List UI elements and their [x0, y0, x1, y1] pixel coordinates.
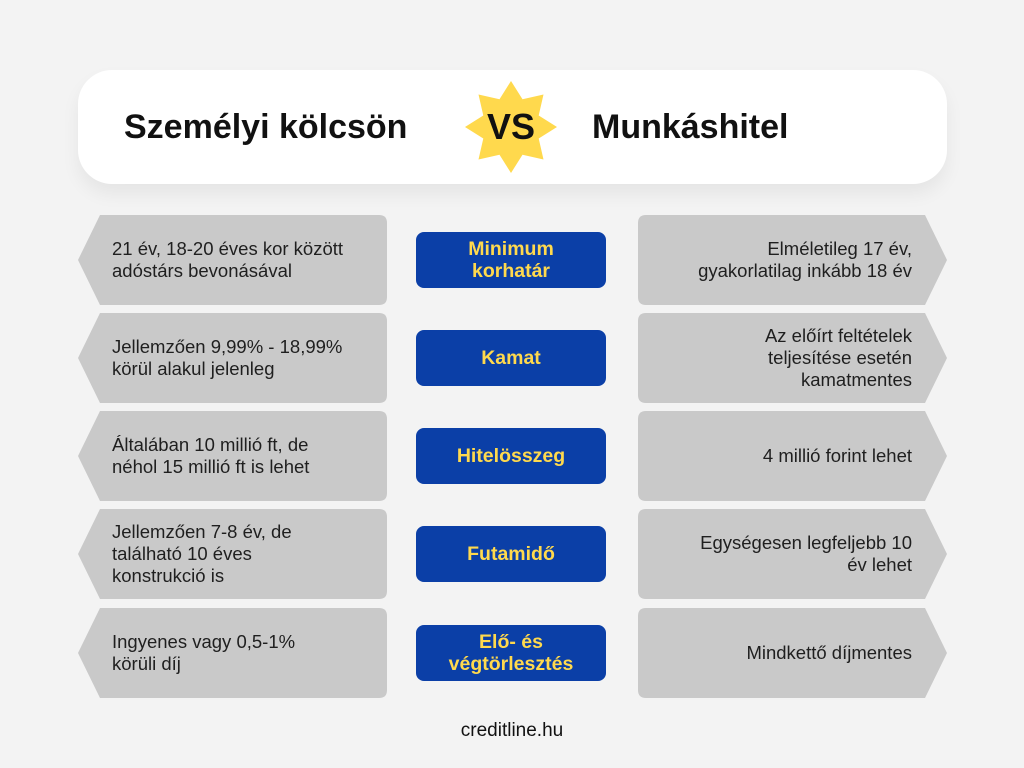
- vs-label: VS: [486, 106, 536, 147]
- left-arrow-card: [78, 608, 387, 698]
- right-title: Munkáshitel: [592, 108, 789, 146]
- comparison-row: [0, 411, 1024, 501]
- row-label-pill: [416, 330, 606, 386]
- left-card-text: Jellemzően 7-8 év, de található 10 éves konstrukció is: [112, 521, 292, 586]
- comparison-row: [0, 608, 1024, 698]
- row-label-pill: [416, 526, 606, 582]
- row-label-text: Kamat: [481, 346, 541, 369]
- row-label-text: Elő- és végtörlesztés: [448, 630, 574, 675]
- row-label-text: Futamidő: [467, 542, 555, 565]
- comparison-header: [78, 70, 947, 184]
- right-arrow-card: [638, 215, 947, 305]
- right-card-text: Egységesen legfeljebb 10 év lehet: [700, 532, 912, 575]
- right-card-text: 4 millió forint lehet: [762, 445, 912, 467]
- row-label-text: Minimum korhatár: [468, 237, 554, 282]
- row-label-pill: [416, 232, 606, 288]
- row-label-pill: [416, 428, 606, 484]
- footer-site: creditline.hu: [460, 720, 564, 741]
- left-card-text: Jellemzően 9,99% - 18,99% körül alakul jelenleg: [112, 336, 343, 379]
- left-arrow-card: [78, 411, 387, 501]
- right-card-text: Elméletileg 17 év, gyakorlatilag inkább 18 év: [698, 238, 912, 281]
- left-arrow-card: [78, 509, 387, 599]
- left-arrow-card: [78, 313, 387, 403]
- left-card-text: Ingyenes vagy 0,5-1% körüli díj: [112, 631, 296, 674]
- right-arrow-card: [638, 509, 947, 599]
- right-arrow-card: [638, 411, 947, 501]
- vs-badge: [464, 80, 558, 174]
- left-arrow-card: [78, 215, 387, 305]
- comparison-row: [0, 215, 1024, 305]
- comparison-row: [0, 509, 1024, 599]
- right-card-text: Mindkettő díjmentes: [746, 642, 912, 664]
- right-arrow-card: [638, 608, 947, 698]
- left-title: Személyi kölcsön: [124, 108, 408, 146]
- row-label-pill: [416, 625, 606, 681]
- right-card-text: Az előírt feltételek teljesítése esetén kamatmentes: [764, 325, 912, 390]
- row-label-text: Hitelösszeg: [456, 444, 566, 467]
- right-arrow-card: [638, 313, 947, 403]
- left-card-text: Általában 10 millió ft, de néhol 15 millió ft is lehet: [112, 434, 310, 477]
- left-card-text: 21 év, 18-20 éves kor között adóstárs bevonásával: [112, 238, 344, 281]
- comparison-row: [0, 313, 1024, 403]
